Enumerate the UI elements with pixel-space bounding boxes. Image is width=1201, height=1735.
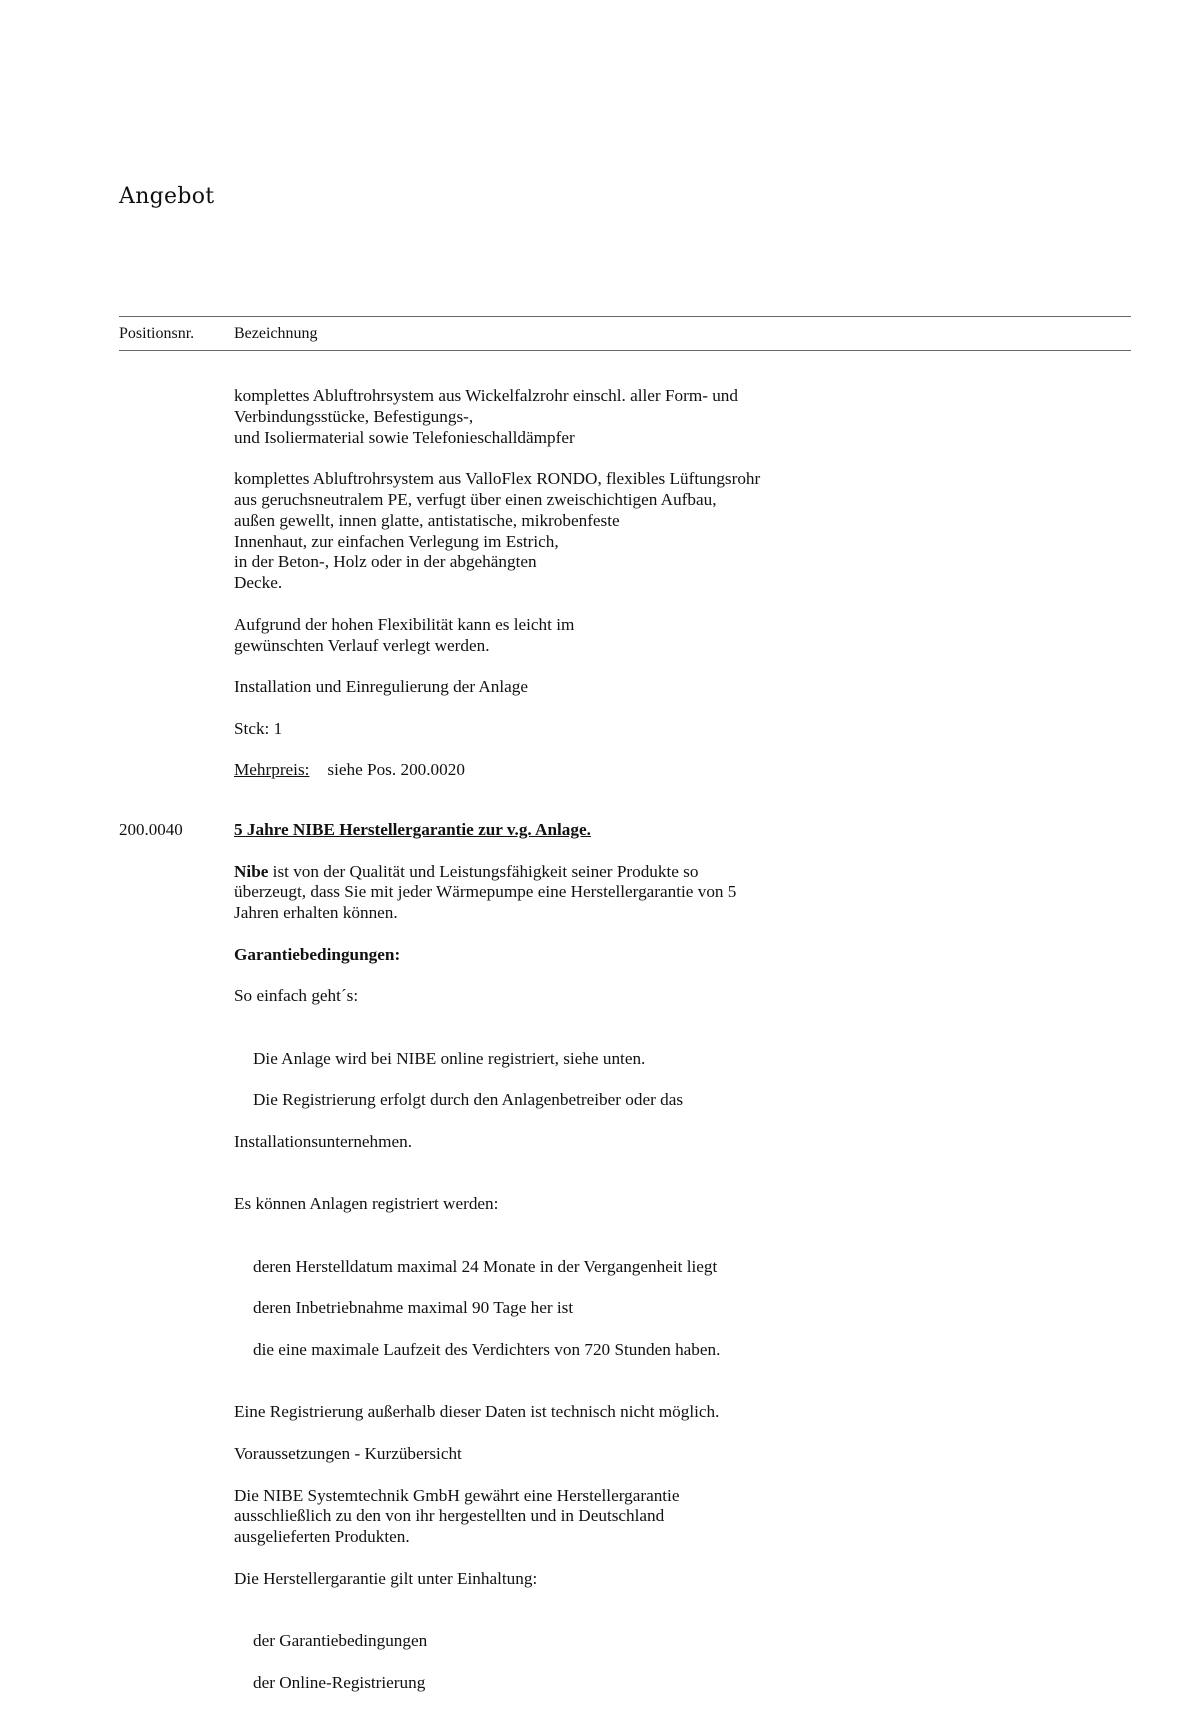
prereq-heading: Voraussetzungen - Kurzübersicht [234, 1443, 462, 1463]
item-paragraph: komplettes Abluftrohrsystem aus Wickelfalzrohr einschl. aller Form- und Verbindungsstücke, Befestigungs-, und Isoliermaterial sowie Telefonieschalldämpfer [234, 386, 738, 447]
steps-list [234, 1028, 1054, 1174]
warranty-item [234, 820, 1054, 1735]
column-header-description: Bezeichnung [234, 325, 318, 342]
surcharge-value: siehe Pos. 200.0020 [327, 760, 465, 780]
document-title: Angebot [119, 184, 215, 209]
prereq-text: Die NIBE Systemtechnik GmbH gewährt eine Herstellergarantie ausschließlich zu den von ihr hergestellten und in Deutschland ausgelieferten Produkten. [234, 1485, 680, 1547]
surcharge-line [234, 760, 1054, 781]
eligible-intro: Es können Anlagen registriert werden: [234, 1194, 499, 1214]
conditions-heading: Garantiebedingungen: [234, 944, 401, 964]
validity-list [234, 1610, 1054, 1714]
item-heading: 5 Jahre NIBE Herstellergarantie zur v.g. Anlage. [234, 820, 591, 839]
step-item: Die Anlage wird bei NIBE online registriert, siehe unten. [253, 1048, 646, 1068]
quantity: Stck: 1 [234, 718, 283, 738]
step-tail: Installationsunternehmen. [234, 1131, 413, 1151]
validity-item: der Garantiebedingungen [253, 1631, 428, 1651]
item-paragraph: komplettes Abluftrohrsystem aus ValloFlex RONDO, flexibles Lüftungsrohr aus geruchsneutralem PE, verfugt über einen zweischichtigen Aufbau, außen gewellt, innen glatte, antistatische, mikrobenfeste Innenhaut, zur einfachen Verlegung im Estrich, in der Beton-, Holz oder in der abgehängten Decke. [234, 469, 761, 593]
header-top-rule [119, 316, 1131, 317]
surcharge-label: Mehrpreis: [234, 760, 310, 780]
eligible-item: deren Inbetriebnahme maximal 90 Tage her ist [253, 1298, 574, 1318]
item-paragraph: Installation und Einregulierung der Anlage [234, 677, 529, 697]
step-item: Die Registrierung erfolgt durch den Anlagenbetreiber oder das [253, 1090, 684, 1110]
brand-name: Nibe [234, 861, 269, 881]
eligible-item: deren Herstelldatum maximal 24 Monate in der Vergangenheit liegt [253, 1256, 718, 1276]
not-possible-note: Eine Registrierung außerhalb dieser Daten ist technisch nicht möglich. [234, 1402, 720, 1422]
validity-item: der Online-Registrierung [253, 1672, 426, 1692]
position-number: 200.0040 [119, 820, 183, 839]
header-bottom-rule [119, 350, 1131, 351]
item-paragraph: Aufgrund der hohen Flexibilität kann es leicht im gewünschten Verlauf verlegt werden. [234, 614, 575, 655]
eligible-item: die eine maximale Laufzeit des Verdichters von 720 Stunden haben. [253, 1339, 721, 1359]
eligible-list [234, 1236, 1054, 1382]
intro-text: ist von der Qualität und Leistungsfähigkeit seiner Produkte so überzeugt, dass Sie mit jeder Wärmepumpe eine Herstellergarantie von 5 Jahren erhalten können. [234, 861, 737, 923]
continued-item [234, 386, 1054, 802]
how-to-text: So einfach geht´s: [234, 986, 359, 1006]
intro-paragraph [234, 862, 1054, 924]
column-header-position: Positionsnr. [119, 325, 195, 342]
validity-intro: Die Herstellergarantie gilt unter Einhaltung: [234, 1568, 538, 1588]
